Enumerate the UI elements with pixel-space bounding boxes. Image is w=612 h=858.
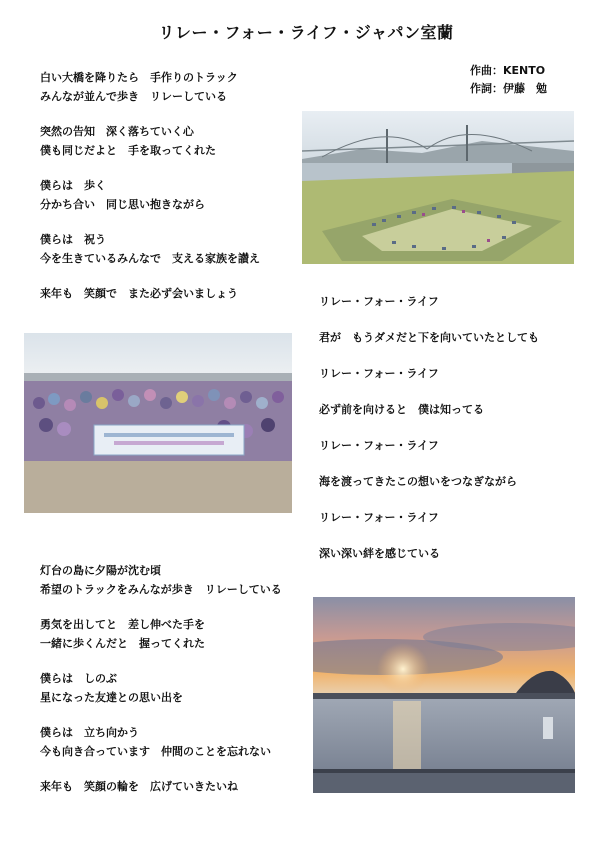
lyric-line: 星になった友達との思い出を bbox=[40, 691, 183, 704]
lyric-line: 僕も同じだよと 手を取ってくれた bbox=[40, 144, 216, 157]
lyric-line: 僕らは 祝う bbox=[40, 233, 106, 246]
chorus-line: リレー・フォー・ライフ bbox=[319, 295, 439, 308]
lyric-line: 僕らは しのぶ bbox=[40, 672, 117, 685]
chorus-line: リレー・フォー・ライフ bbox=[319, 511, 439, 524]
chorus-line: 君が もうダメだと下を向いていたとしても bbox=[319, 331, 539, 344]
chorus-line: 海を渡ってきたこの想いをつなぎながら bbox=[319, 475, 517, 488]
lyric-line: 一緒に歩くんだと 握ってくれた bbox=[40, 637, 205, 650]
chorus bbox=[319, 292, 539, 580]
lyric-line: 灯台の島に夕陽が沈む頃 bbox=[40, 564, 161, 577]
credits bbox=[470, 62, 547, 98]
lyric-line: 今も向き合っています 仲間のことを忘れない bbox=[40, 745, 271, 758]
lyric-line: 分かち合い 同じ思い抱きながら bbox=[40, 198, 205, 211]
lyric-line: 来年も 笑顔の輪を 広げていきたいね bbox=[40, 780, 238, 793]
lyric-line: 僕らは 歩く bbox=[40, 179, 106, 192]
stanza bbox=[40, 230, 260, 268]
lyric-line: 突然の告知 深く落ちていく心 bbox=[40, 125, 194, 138]
stanza bbox=[40, 777, 282, 796]
stanza bbox=[40, 176, 260, 214]
chorus-line: 必ず前を向けると 僕は知ってる bbox=[319, 403, 484, 416]
stanza bbox=[40, 68, 260, 106]
lyric-line: 希望のトラックをみんなが歩き リレーしている bbox=[40, 583, 282, 596]
stanza bbox=[40, 669, 282, 707]
chorus-line: リレー・フォー・ライフ bbox=[319, 439, 439, 452]
stanza bbox=[40, 723, 282, 761]
chorus-line: 深い深い絆を感じている bbox=[319, 547, 440, 560]
stanza bbox=[40, 615, 282, 653]
stanza bbox=[40, 122, 260, 160]
lyric-line: 今を生きているみんなで 支える家族を讃え bbox=[40, 252, 260, 265]
lyric-line: 僕らは 立ち向かう bbox=[40, 726, 139, 739]
lyric-line: 来年も 笑顔で また必ず会いましょう bbox=[40, 287, 238, 300]
lyric-line: みんなが並んで歩き リレーしている bbox=[40, 90, 227, 103]
verse-2 bbox=[40, 561, 282, 812]
lyric-line: 白い大橋を降りたら 手作りのトラック bbox=[40, 71, 238, 84]
chorus-line: リレー・フォー・ライフ bbox=[319, 367, 439, 380]
lyric-line: 勇気を出してと 差し伸べた手を bbox=[40, 618, 205, 631]
sunset-sea-photo bbox=[313, 597, 575, 793]
composer-credit: 作曲：KENTO bbox=[470, 64, 546, 77]
stanza bbox=[40, 561, 282, 599]
stanza bbox=[40, 284, 260, 303]
group-banner-photo bbox=[24, 333, 292, 513]
verse-1 bbox=[40, 68, 260, 319]
bridge-aerial-photo bbox=[302, 111, 574, 264]
page-title: リレー・フォー・ライフ・ジャパン室蘭 bbox=[158, 23, 454, 42]
lyricist-credit: 作詞：伊藤 勉 bbox=[470, 82, 547, 95]
